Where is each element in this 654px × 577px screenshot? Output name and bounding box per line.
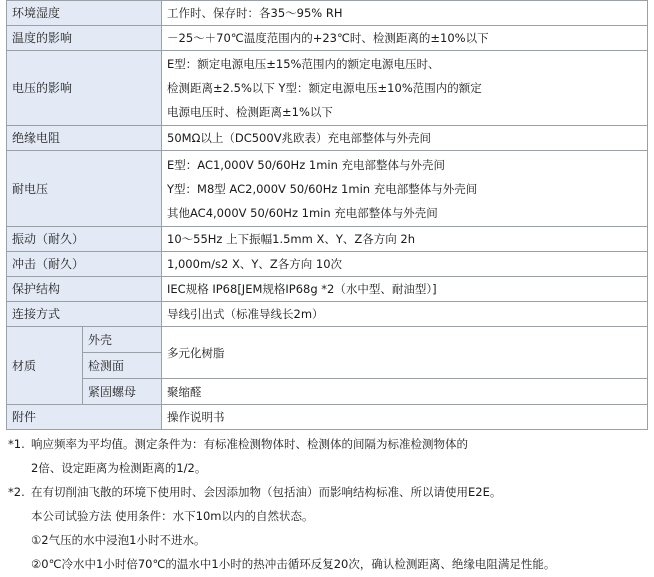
row-label: 连接方式: [7, 302, 162, 327]
table-row: [7, 252, 648, 277]
row-label: 附件: [7, 405, 162, 430]
table-row: [7, 227, 648, 252]
footnote-line: [6, 528, 651, 552]
footnote-line: [6, 456, 651, 480]
table-row: [7, 1, 648, 26]
footnote-marker: *1.: [8, 437, 25, 451]
row-value: 工作时、保存时：各35～95% RH: [162, 1, 648, 26]
value-line: E型：额定电源电压±15%范围内的额定电源电压时、: [167, 57, 440, 71]
footnote-line: [6, 480, 651, 504]
footnote-text: 响应频率为平均值。测定条件为：有标准检测物体时、检测体的间隔为标准检测物体的: [31, 437, 468, 451]
row-label: 电压的影响: [7, 51, 162, 126]
row-label: 冲击（耐久）: [7, 252, 162, 277]
footnote-text: ②0℃冷水中1小时倍70℃的温水中1小时的热冲击循环反复20次，确认检测距离、绝缘电阻满足性能。: [31, 557, 556, 571]
footnote-text: 本公司试验方法 使用条件：水下10m以内的自然状态。: [31, 509, 314, 523]
row-value: 多元化树脂: [162, 327, 648, 379]
table-row: [7, 302, 648, 327]
row-value: IEC规格 IP68[JEM规格IP68g *2（水中型、耐油型）]: [162, 277, 648, 302]
row-value: [162, 151, 648, 227]
sub-label: 检测面: [83, 353, 162, 379]
row-label: 材质: [7, 327, 83, 405]
value-line: 检测距离±2.5%以下 Y型：额定电源电压±10%范围内的额定: [167, 81, 482, 95]
footnote-marker: *2.: [8, 485, 25, 499]
row-label: 保护结构: [7, 277, 162, 302]
table-row: [7, 26, 648, 51]
specifications-table: [6, 0, 648, 430]
row-label: 绝缘电阻: [7, 126, 162, 151]
table-row: [7, 327, 648, 353]
table-row: [7, 151, 648, 227]
row-value: [162, 51, 648, 126]
row-value: 操作说明书: [162, 405, 648, 430]
sub-label: 紧固螺母: [83, 379, 162, 405]
footnote-text: 2倍、设定距离为检测距离的1/2。: [31, 461, 207, 475]
footnotes: [6, 432, 651, 576]
row-value: 1,000m/s2 X、Y、Z各方向 10次: [162, 252, 648, 277]
footnote-text: 在有切削油飞散的环境下使用时、会因添加物（包括油）而影响结构标准、所以请使用E2E。: [31, 485, 502, 499]
row-value: 导线引出式（标准导线长2m）: [162, 302, 648, 327]
row-label: 环境湿度: [7, 1, 162, 26]
table-row: [7, 379, 648, 405]
value-line: 电源电压时、检测距离±1%以下: [167, 105, 333, 119]
row-label: 振动（耐久）: [7, 227, 162, 252]
value-line: E型：AC1,000V 50/60Hz 1min 充电部整体与外壳间: [167, 157, 446, 172]
table-row: [7, 405, 648, 430]
footnote-line: [6, 552, 651, 576]
row-value: 10～55Hz 上下振幅1.5mm X、Y、Z各方向 2h: [162, 227, 648, 252]
row-label: 耐电压: [7, 151, 162, 227]
table-row: [7, 126, 648, 151]
footnote-line: [6, 504, 651, 528]
row-label: 温度的影响: [7, 26, 162, 51]
footnote-text: ①2气压的水中浸泡1小时不进水。: [31, 533, 206, 547]
row-value: －25～＋70℃温度范围内的+23℃时、检测距离的±10%以下: [162, 26, 648, 51]
footnote-line: [6, 432, 651, 456]
table-row: [7, 277, 648, 302]
row-value: 聚缩醛: [162, 379, 648, 405]
row-value: 50MΩ以上（DC500V兆欧表）充电部整体与外壳间: [162, 126, 648, 151]
value-line: 其他AC4,000V 50/60Hz 1min 充电部整体与外壳间: [167, 205, 438, 220]
sub-label: 外壳: [83, 327, 162, 353]
value-line: Y型：M8型 AC2,000V 50/60Hz 1min 充电部整体与外壳间: [167, 181, 478, 196]
table-row: [7, 51, 648, 126]
